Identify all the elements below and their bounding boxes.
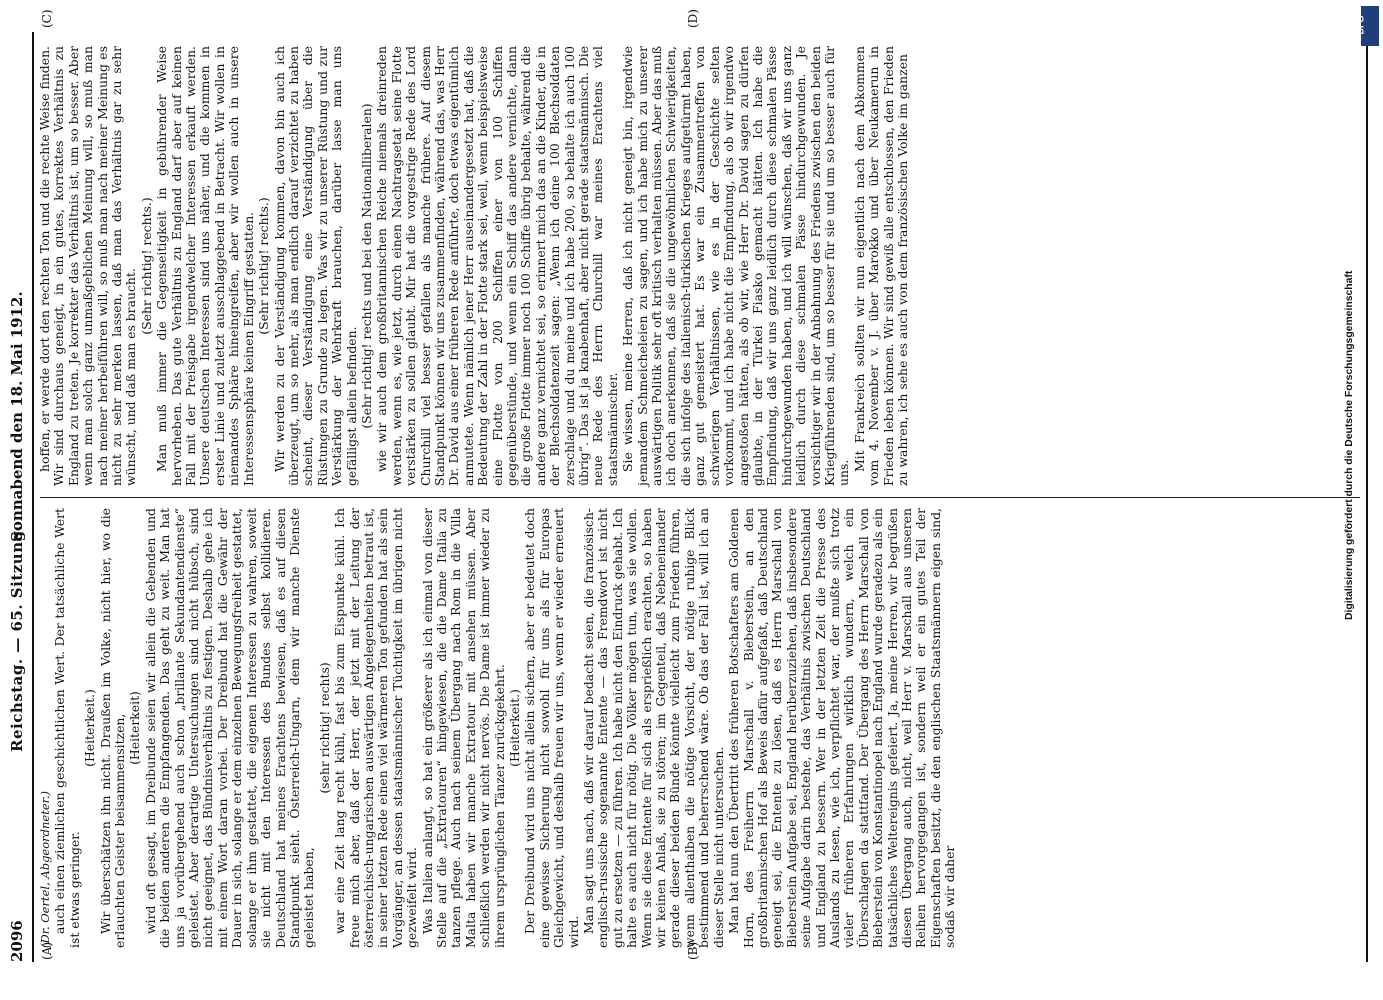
dfg-logo <box>1355 6 1379 46</box>
speech-paragraph: Der Dreibund wird uns nicht allein sichern, aber er bedeutet doch eine gewisse Sicherung nicht sowohl für uns als für Europas Gleichgewicht, und deshalb freuen wir uns, wenn er wieder erneuert wird. <box>522 508 581 948</box>
interjection: (Heiterkeit) <box>127 691 143 765</box>
margin-marker-a: (A) <box>40 941 54 960</box>
interjection: (Sehr richtig! rechts.) <box>138 197 154 335</box>
right-column <box>38 46 911 486</box>
speech-paragraph: auch einen ziemlichen geschichtlichen Wert. Der tatsächliche Wert ist etwas geringer. <box>52 508 82 948</box>
speech-paragraph: Sie wissen, meine Herren, daß ich nicht geneigt bin, irgendwie jemandem Schmeicheleien zu sagen, und ich habe mich zu unserer auswärtigen Politik sehr oft kritisch verhalten müssen. Aber das muß ich doch anerkennen, daß sie die ungewöhnlichen Schwierigkeiten, die sich infolge des italienisch-türkischen Krieges aufgetürmt haben, ganz gut gemeistert hat. Es war ein Zusammentreffen von schwierigen Verhältnissen, wie es in der Geschichte selten vorkommt, und ich habe nicht die Empfindung, als ob wir irgendwo angestoßen hätten, als ob wir, wie Herr Dr. David sagen zu dürfen glaubte, in der Türkei Fiasko gemacht hätten. Ich habe die Empfindung, daß wir uns ganz leidlich durch diese schmalen Pässe hindurchgewunden haben, und ich will wünschen, daß wir uns ganz leidlich durch diese schmalen Pässe hindurchgewunden. Je vorsichtiger wir in der Anbahnung des Friedens zwischen den beiden Kriegführenden sind, um so besser für sie und um so besser auch für uns. <box>620 46 852 486</box>
speech-paragraph: wie wir auch dem großbritannischen Reiche niemals dreinreden werden, wenn es, wie jetzt, durch einen Nachtragsetat seine Flotte verstärken zu sollen glaubt. Mir hat die vorgestrige Rede des Lord Churchill viel besser gefallen als manche frühere. Auf diesem Standpunkt können wir uns zusammenfinden, während das, was Herr Dr. David aus einer früheren Rede anführte, doch etwas eigentümlich anmutete. Wenn nämlich jener Herr auseinandergesetzt hat, daß die Bedeutung der Zahl in der Flotte stark sei, weil, wenn beispielsweise eine Flotte von 200 Schiffen einer von 100 Schiffen gegenüberstünde, und wenn ein Schiff das andere vernichte, dann die große Flotte immer noch 100 Schiffe übrig behalte, während die andere ganz vernichtet sei, so erinnert mich das an die Kinder, die in der Blechsoldatenzeit sagen: „Wenn ich deine 100 Blechsoldaten zerschlage und du meine und ich habe 200, so behalte ich auch 100 übrig“. Das ist ja knabenhaft, aber nicht gerade staatsmännisch. Die neue Rede des Herrn Churchill war meines Erachtens viel staatsmännischer. <box>374 46 620 486</box>
speech-paragraph: Man hat nun den Übertritt des früheren Botschafters am Goldenen Horn, des Freiherrn Marschall v. Bieberstein, an den großbritannischen Hof als Beweis dafür aufgefaßt, daß Deutschland geneigt sei, die Entente zu lösen, daß es Herrn Marschall von Bieberstein Aufgabe sei, England herüberzuziehen, daß insbesondere seine Aufgabe darin bestehe, das Verhältnis zwischen Deutschland und England zu bessern. Wer in der letzten Zeit die Presse des Auslands zu lesen, wie ich, verpflichtet war, der mußte sich trotz vieler früheren Erfahrungen wirklich wundern, welch ein Überschlagen da stattfand. Der Übergang des Herrn Marschall von Bieberstein von Konstantinopel nach England wurde geradezu als ein tatsächliches Weltereignis gefeiert. Ja, meine Herren, wir begrüßen diesen Übergang auch, nicht, weil Herr v. Marschall aus unseren Reihen hervorgegangen ist, sondern weil er ein gutes Teil der Eigenschaften besitzt, die den englischen Staatsmännern eigen sind, sodaß wir daher <box>726 508 958 948</box>
margin-marker-c: (C) <box>40 9 54 28</box>
margin-marker-d: (D) <box>686 9 700 28</box>
speech-paragraph: war eine Zeit lang recht kühl, fast bis zum Eispunkte kühl. Ich freue mich aber, daß der Herr, der jetzt mit der Leitung der österreichisch-ungarischen auswärtigen Angelegenheiten betraut ist, in seiner letzten Rede einen viel wärmeren Ton gefunden hat als sein Vorgänger, an dessen staatsmännischer Tüchtigkeit im übrigen nicht gezweifelt wird. <box>332 508 420 948</box>
page-number: 2096 <box>8 920 26 962</box>
session-date: Sonnabend den 18. Mai 1912. <box>8 291 26 542</box>
interjection: (Sehr richtig! rechts und bei den Nationalliberalen) <box>358 103 374 429</box>
column-separator <box>40 497 1360 498</box>
speech-paragraph: Wir werden zu der Verständigung kommen, davon bin auch ich überzeugt, um so mehr, als man endlich darauf verzichtet zu haben scheint, dieser Verständigung eine Verständigung über die Rüstungen zu Grunde zu legen. Was wir zu unserer Rüstung und zur Verstärkung der Wehrkraft brauchen, darüber lasse man uns gefälligst allein befinden. <box>271 46 359 486</box>
interjection: (Sehr richtig! rechts.) <box>256 197 272 335</box>
session-title: Reichstag. — 65. Sitzung. <box>8 524 26 752</box>
interjection: (sehr richtig! rechts) <box>316 662 332 794</box>
speech-paragraph: Was Italien anlangt, so hat ein größerer als ich einmal von dieser Stelle auf die „Extratouren“ hingewiesen, die die Dame Italia zu tanzen pflege. Auch nach seinem Übergang nach Rom in die Villa Malta haben wir manche Extratour mit ansehen müssen. Aber schließlich werden wir nicht nervös. Die Dame ist immer wieder zu ihrem ursprünglichen Tänzer zurückgekehrt. <box>419 508 507 948</box>
page-header <box>6 32 32 962</box>
speech-paragraph: Wir überschätzen ihn nicht. Draußen im Volke, nicht hier, wo die erlauchten Geister beisammensitzen, <box>97 508 128 948</box>
interjection: (Heiterkeit.) <box>507 689 522 767</box>
dfg-logo-text: DFG <box>1355 15 1366 35</box>
speech-paragraph: Man muß immer die Gegenseitigkeit in gebührender Weise hervorheben. Das gute Verhältnis zu England darf aber auf keinen Fall mit der Preisgabe irgendwelcher Interessen erkauft werden. Unsere deutschen Interessen sind uns näher, und die kommen in erster Linie und zuletzt ausschlaggebend in Betracht. Wir wollen in niemandes Sphäre hineingreifen, aber wir wollen auch in unsere Interessensphäre keinen Eingriff gestatten. <box>154 46 256 486</box>
speech-paragraph: wird oft gesagt, im Dreibunde seien wir allein die Gebenden und die beiden anderen die Empfangenden. Das geht zu weit. Man hat uns ja vorübergehend auch schon „brillante Sekundantendienste“ geleistet. Aber derartige Untersuchungen sind nicht hübsch, sind nicht geeignet, das Bündnisverhältnis zu festigen. Deshalb gehe ich mit einem Wort daran vorbei. Der Dreibund hat die Gewähr der Dauer in sich, solange er dem einzelnen Bewegungsfreiheit gestattet, solange er ihm gestattet, die eigenen Interessen zu wahren, soweit sie nicht mit den Interessen des Bundes selbst kollidieren. Deutschland hat meines Erachtens bewiesen, daß es auf diesen Standpunkt sieht. Österreich-Ungarn, dem wir manche Dienste geleistet haben, <box>142 508 317 948</box>
speech-paragraph: Mit Frankreich sollten wir nun eigentlich nach dem Abkommen vom 4. November v. J. über Marokko und über Neukamerun in Frieden leben können. Wir sind gewiß alle entschlossen, den Frieden zu wahren, ich sehe es auch von dem französischen Volke im ganzen <box>851 46 910 486</box>
speaker-attribution: (Dr. Oertel, Abgeordneter.) <box>38 790 52 948</box>
margin-marker-b: (B) <box>686 941 700 960</box>
left-column <box>38 508 959 948</box>
speech-paragraph: Man sagt uns nach, daß wir darauf bedacht seien, die französisch-englisch-russische sogenannte Entente — das Fremdwort ist nicht gut zu ersetzen — zu führen. Ich habe nicht den Eindruck gehabt. Ich halte es auch nicht für nötig. Die Völker mögen tun, was sie wollen. Wenn sie diese Entente für sich als ersprießlich erachten, so haben wir keinen Anlaß, sie zu stören; im Gegenteil, daß Nebeneinander gerade dieser beiden Bünde könnte vielleicht zum Frieden führen, wenn allenthalben die nötige Vorsicht, der nötige ruhige Blick bestimmend und beherrschend wäre. Ob das der Fall ist, will ich an dieser Stelle nicht untersuchen. <box>581 508 726 948</box>
speech-paragraph: hoffen, er werde dort den rechten Ton und die rechte Weise finden. Wir sind durchaus geneigt, in ein gutes, korrektes Verhältnis zu England zu treten. Je korrekter das Verhältnis ist, um so besser. Aber wenn man solch ganz unmaßgeblichen Meinung will, so muß man nach meiner herbeiführen will, so muß man nach meiner Meinung es nicht zu sehr merken lassen, daß man das Verhältnis gar zu sehr wünscht, und daß man es braucht. <box>37 46 139 486</box>
footer-rule <box>1366 32 1368 962</box>
interjection: (Heiterkeit.) <box>82 689 98 767</box>
digitization-credit: Digitalisierung gefördert durch die Deutsche Forschungsgemeinschaft <box>1344 270 1355 620</box>
header-rule <box>32 32 34 962</box>
